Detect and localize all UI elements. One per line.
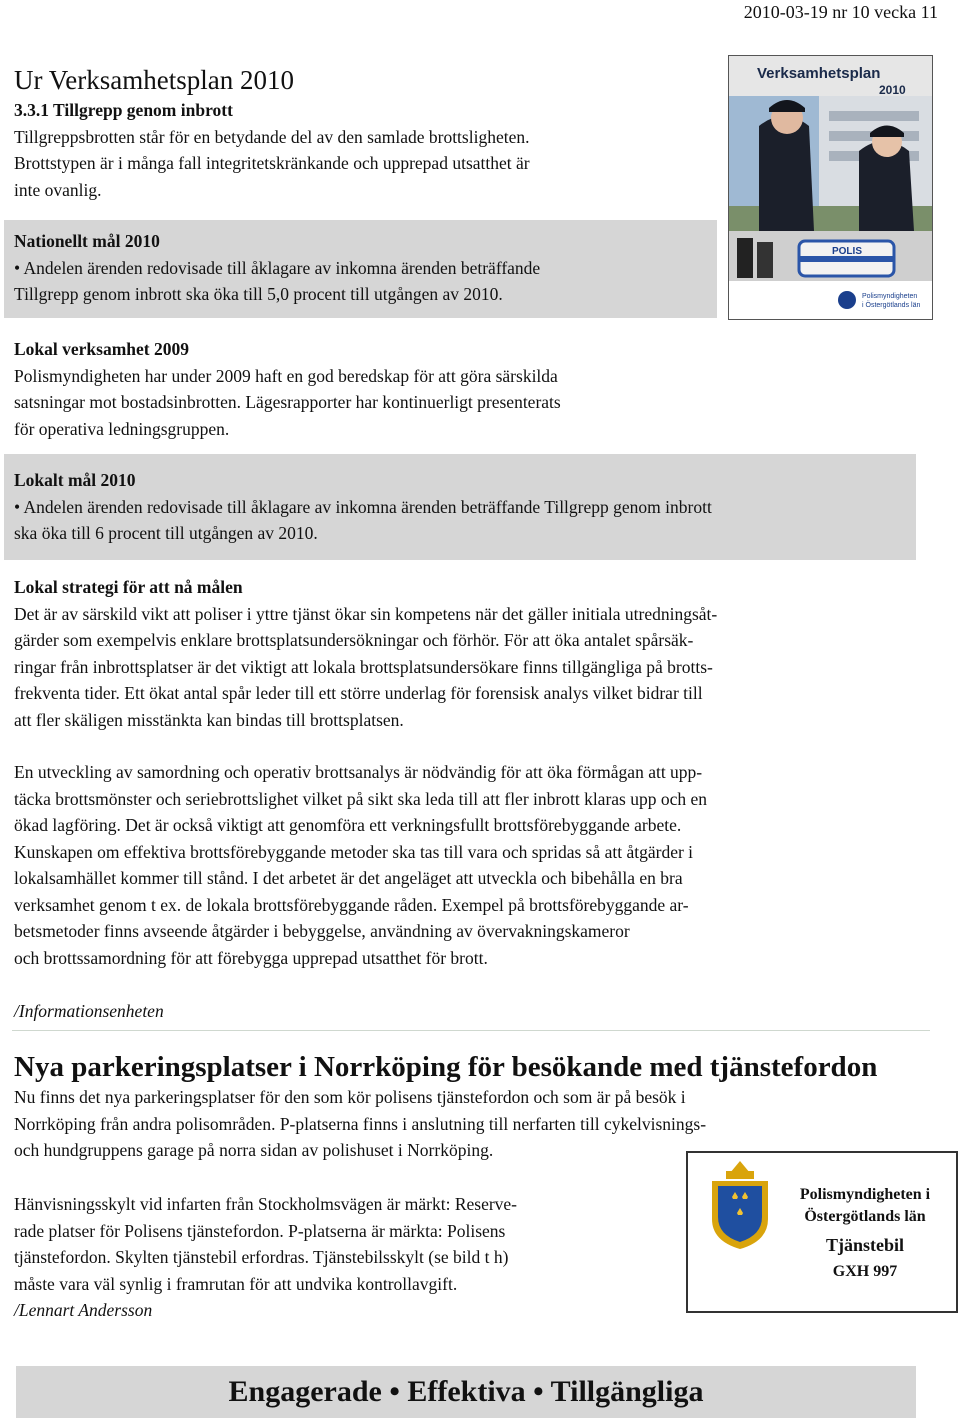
- page-title: Ur Verksamhetsplan 2010: [14, 65, 294, 95]
- local-activity-section: [14, 336, 724, 442]
- news-sign-line: rade platser för Polisens tjänstefordon. P-platserna är märkta: Polisens: [14, 1220, 506, 1241]
- section-divider: [12, 1030, 930, 1031]
- news-intro-line: Nu finns det nya parkeringsplatser för den som kör polisens tjänstefordon och som är på besök i: [14, 1087, 686, 1107]
- tag-line-1: Polismyndigheten i: [799, 1186, 931, 1203]
- national-goal-box: [4, 220, 717, 318]
- development-line: En utveckling av samordning och operativ brottsanalys är nödvändig för att öka förmågan att upp-: [14, 762, 703, 782]
- local-activity-line: Polismyndigheten har under 2009 haft en god beredskap för att göra särskilda: [14, 365, 558, 386]
- verksamhetsplan-cover-image: [728, 55, 933, 320]
- local-goal-line: ska öka till 6 procent till utgången av 2010.: [14, 523, 318, 543]
- national-goal-line: • Andelen ärenden redovisade till åklagare av inkomna ärenden beträffande: [14, 257, 541, 278]
- footer-slogan: Engagerade • Effektiva • Tillgängliga: [228, 1375, 704, 1408]
- footer-banner: [16, 1366, 916, 1418]
- intro-line: inte ovanlig.: [14, 179, 102, 200]
- strategy-line: gärder som exempelvis enklare brottsplatsundersökningar och förhör. För att öka antalet spårsäk-: [14, 630, 694, 650]
- logo-text-1: Polismyndigheten: [862, 293, 918, 300]
- local-goal-line: • Andelen ärenden redovisade till åklagare av inkomna ärenden beträffande Tillgrepp genom inbrott: [14, 496, 712, 517]
- signature-lennart-andersson: /Lennart Andersson: [14, 1300, 153, 1320]
- national-goal-title: Nationellt mål 2010: [14, 231, 160, 251]
- intro-line: Brottstypen är i många fall integritetskränkande och upprepad utsatthet är: [14, 153, 530, 173]
- news-intro-line: Norrköping från andra polisområden. P-platserna finns i anslutning till nerfarten till cykelvisnings-: [14, 1113, 707, 1134]
- local-strategy-title: Lokal strategi för att nå målen: [14, 577, 243, 597]
- news-sign-line: måste vara väl synlig i framrutan för att undvika kontrollavgift.: [14, 1273, 458, 1294]
- development-section: [14, 759, 934, 1025]
- logo-text-2: i Östergötlands län: [862, 302, 921, 309]
- development-line: betsmetoder finns avseende åtgärder i bebyggelse, användning av övervakningskameror: [14, 921, 630, 941]
- local-goal-title: Lokalt mål 2010: [14, 470, 136, 490]
- news-sign-line: tjänstefordon. Skylten tjänstebil erfordras. Tjänstebilsskylt (se bild t h): [14, 1247, 509, 1267]
- news-headline: Nya parkeringsplatser i Norrköping för besökande med tjänstefordon: [14, 1051, 878, 1083]
- strategy-line: ringar från inbrottsplatser är det viktigt att lokala brottsplatsundersökare finns tillgängliga på brotts-: [14, 656, 713, 677]
- development-line: lokalsamhället kommer till stånd. I det arbetet är det angeläget att utveckla och bibehålla en bra: [14, 868, 683, 888]
- development-line: ökad lagföring. Det är också viktigt att genomföra ett verkningsfullt brottsförebyggande arbete.: [14, 815, 682, 835]
- signature-informationsenheten: /Informationsenheten: [14, 1001, 164, 1021]
- strategy-line: att fler skäligen misstänkta kan bindas till brottsplatsen.: [14, 709, 404, 730]
- local-activity-line: för operativa ledningsgruppen.: [14, 418, 230, 439]
- local-activity-line: satsningar mot bostadsinbrotten. Lägesrapporter har kontinuerligt presenterats: [14, 392, 561, 412]
- tag-line-4: GXH 997: [832, 1263, 898, 1280]
- subheading: 3.3.1 Tillgrepp genom inbrott: [14, 100, 233, 120]
- news-sign-line: Hänvisningsskylt vid infarten från Stockholmsvägen är märkt: Reserve-: [14, 1194, 518, 1214]
- cover-illustration: [729, 56, 932, 319]
- issue-date: 2010-03-19 nr 10 vecka 11: [743, 2, 938, 22]
- development-line: täcka brottsmönster och seriebrottslighet vilket på sikt ska leda till att fler inbrott klaras upp och en: [14, 788, 708, 809]
- news-intro-line: och hundgruppens garage på norra sidan av polishuset i Norrköping.: [14, 1140, 494, 1160]
- development-line: Kunskapen om effektiva brottsförebyggande metoder ska tas till vara och spridas så att åtgärder i: [14, 841, 694, 862]
- news-sign-info: [14, 1191, 674, 1324]
- cover-title: Verksamhetsplan: [757, 65, 881, 82]
- tag-line-2: Östergötlands län: [804, 1208, 926, 1225]
- section-intro: [14, 97, 714, 203]
- strategy-line: Det är av särskild vikt att poliser i yttre tjänst ökar sin kompetens när det gäller initiala utredningsåt-: [14, 603, 718, 624]
- strategy-line: frekventa tider. Ett ökat antal spår leder till ett större underlag för forensisk analys vilket bidrar till: [14, 683, 703, 703]
- police-emblem-icon: [706, 1159, 774, 1251]
- service-vehicle-tag: [686, 1151, 958, 1313]
- development-line: verksamhet genom t ex. de lokala brottsförebyggande råden. Exempel på brottsförebyggande ar-: [14, 894, 689, 915]
- car-label: POLIS: [831, 246, 863, 257]
- development-line: och brottssamordning för att förebygga upprepad utsatthet för brott.: [14, 947, 488, 968]
- intro-line: Tillgreppsbrotten står för en betydande del av den samlade brottsligheten.: [14, 126, 530, 147]
- local-strategy-section: [14, 574, 934, 733]
- cover-year: 2010: [879, 83, 906, 97]
- tag-line-3: Tjänstebil: [825, 1235, 904, 1255]
- local-goal-box: [4, 454, 916, 560]
- national-goal-line: Tillgrepp genom inbrott ska öka till 5,0 procent till utgången av 2010.: [14, 284, 503, 304]
- local-activity-title: Lokal verksamhet 2009: [14, 339, 189, 359]
